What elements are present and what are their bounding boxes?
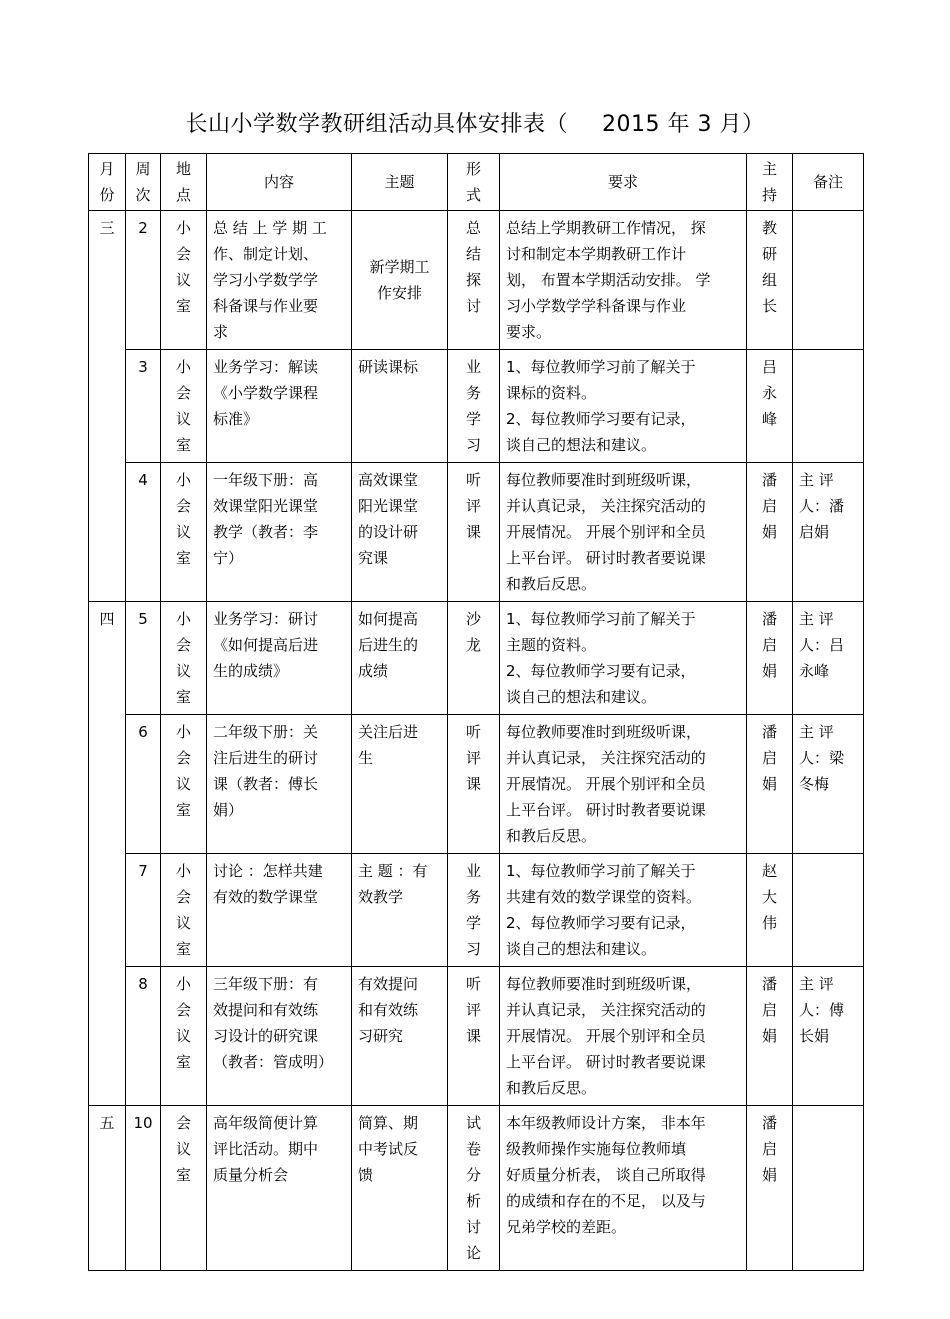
theme-cell: 如何提高 后进生的 成绩 <box>352 602 448 715</box>
requirement-cell: 每位教师要准时到班级听课， 并认真记录， 关注探究活动的 开展情况。 开展个别评和全员 上平台评。 研讨时教者要说课 和教后反思。 <box>500 967 747 1106</box>
requirement-cell: 每位教师要准时到班级听课， 并认真记录， 关注探究活动的 开展情况。 开展个别评和全员 上平台评。 研讨时教者要说课 和教后反思。 <box>500 463 747 602</box>
schedule-table <box>88 153 864 1271</box>
note-cell <box>793 1106 864 1271</box>
note-cell <box>793 350 864 463</box>
week-cell: 2 <box>126 211 161 350</box>
content-cell: 高年级简便计算 评比活动。期中 质量分析会 <box>207 1106 352 1271</box>
host-cell: 赵 大 伟 <box>747 854 793 967</box>
note-cell: 主 评 人：潘 启娟 <box>793 463 864 602</box>
week-cell: 6 <box>126 715 161 854</box>
requirement-cell: 每位教师要准时到班级听课， 并认真记录， 关注探究活动的 开展情况。 开展个别评和全员 上平台评。 研讨时教者要说课 和教后反思。 <box>500 715 747 854</box>
table-row <box>89 350 864 463</box>
content-cell: 三年级下册：有 效提问和有效练 习设计的研究课 （教者：管成明） <box>207 967 352 1106</box>
form-cell: 沙 龙 <box>448 602 500 715</box>
place-cell: 小 会 议 室 <box>161 602 207 715</box>
place-cell: 小 会 议 室 <box>161 715 207 854</box>
header-month: 月 份 <box>89 154 126 211</box>
table-row <box>89 854 864 967</box>
theme-cell: 简算、期 中考试反 馈 <box>352 1106 448 1271</box>
theme-cell: 新学期工 作安排 <box>352 211 448 350</box>
theme-cell: 研读课标 <box>352 350 448 463</box>
host-cell: 潘 启 娟 <box>747 715 793 854</box>
week-cell: 7 <box>126 854 161 967</box>
header-form: 形 式 <box>448 154 500 211</box>
place-cell: 小 会 议 室 <box>161 967 207 1106</box>
header-place: 地 点 <box>161 154 207 211</box>
theme-cell: 高效课堂 阳光课堂 的设计研 究课 <box>352 463 448 602</box>
table-row <box>89 1106 864 1271</box>
note-cell: 主 评 人：傅 长娟 <box>793 967 864 1106</box>
week-cell: 5 <box>126 602 161 715</box>
content-cell: 业务学习：研讨 《如何提高后进 生的成绩》 <box>207 602 352 715</box>
week-cell: 10 <box>126 1106 161 1271</box>
requirement-cell: 总结上学期教研工作情况， 探 讨和制定本学期教研工作计 划， 布置本学期活动安排。 学 习小学数学学科备课与作业 要求。 <box>500 211 747 350</box>
theme-cell: 主 题 ：有 效教学 <box>352 854 448 967</box>
form-cell: 业 务 学 习 <box>448 854 500 967</box>
form-cell: 听 评 课 <box>448 463 500 602</box>
header-note: 备注 <box>793 154 864 211</box>
host-cell: 潘 启 娟 <box>747 967 793 1106</box>
table-row <box>89 967 864 1106</box>
place-cell: 小 会 议 室 <box>161 463 207 602</box>
week-cell: 3 <box>126 350 161 463</box>
content-cell: 讨论 ：怎样共建 有效的数学课堂 <box>207 854 352 967</box>
form-cell: 业 务 学 习 <box>448 350 500 463</box>
host-cell: 潘 启 娟 <box>747 463 793 602</box>
place-cell: 小 会 议 室 <box>161 211 207 350</box>
month-cell: 五 <box>89 1106 126 1271</box>
content-cell: 一年级下册：高 效课堂阳光课堂 教学（教者：李 宁） <box>207 463 352 602</box>
host-cell: 潘 启 娟 <box>747 1106 793 1271</box>
form-cell: 听 评 课 <box>448 967 500 1106</box>
content-cell: 业务学习：解读 《小学数学课程 标准》 <box>207 350 352 463</box>
place-cell: 小 会 议 室 <box>161 854 207 967</box>
requirement-cell: 本年级教师设计方案， 非本年 级教师操作实施每位教师填 好质量分析表， 谈自己所取得 的成绩和存在的不足， 以及与 兄弟学校的差距。 <box>500 1106 747 1271</box>
header-week: 周 次 <box>126 154 161 211</box>
table-row <box>89 463 864 602</box>
form-cell: 总 结 探 讨 <box>448 211 500 350</box>
title-year: 2015 年 3 月） <box>602 112 765 137</box>
note-cell <box>793 854 864 967</box>
header-row <box>89 154 864 211</box>
header-host: 主 持 <box>747 154 793 211</box>
table-row <box>89 602 864 715</box>
page-title <box>0 107 950 138</box>
month-cell: 四 <box>89 602 126 1106</box>
requirement-cell: 1、每位教师学习前了解关于 主题的资料。 2、每位教师学习要有记录， 谈自己的想法和建议。 <box>500 602 747 715</box>
form-cell: 听 评 课 <box>448 715 500 854</box>
form-cell: 试 卷 分 析 讨 论 <box>448 1106 500 1271</box>
note-cell: 主 评 人：吕 永峰 <box>793 602 864 715</box>
month-cell: 三 <box>89 211 126 602</box>
note-cell <box>793 211 864 350</box>
requirement-cell: 1、每位教师学习前了解关于 课标的资料。 2、每位教师学习要有记录， 谈自己的想法和建议。 <box>500 350 747 463</box>
content-cell: 二年级下册：关 注后进生的研讨 课（教者：傅长 娟） <box>207 715 352 854</box>
theme-cell: 有效提问 和有效练 习研究 <box>352 967 448 1106</box>
table-row <box>89 715 864 854</box>
header-content: 内容 <box>207 154 352 211</box>
week-cell: 8 <box>126 967 161 1106</box>
place-cell: 小 会 议 室 <box>161 350 207 463</box>
host-cell: 教 研 组 长 <box>747 211 793 350</box>
note-cell: 主 评 人：梁 冬梅 <box>793 715 864 854</box>
host-cell: 吕 永 峰 <box>747 350 793 463</box>
header-theme: 主题 <box>352 154 448 211</box>
week-cell: 4 <box>126 463 161 602</box>
title-main: 长山小学数学教研组活动具体安排表（ <box>185 112 569 137</box>
host-cell: 潘 启 娟 <box>747 602 793 715</box>
table-row <box>89 211 864 350</box>
header-requirement: 要求 <box>500 154 747 211</box>
theme-cell: 关注后进 生 <box>352 715 448 854</box>
requirement-cell: 1、每位教师学习前了解关于 共建有效的数学课堂的资料。 2、每位教师学习要有记录， 谈自己的想法和建议。 <box>500 854 747 967</box>
content-cell: 总 结 上 学 期 工 作、制定计划、 学习小学数学学 科备课与作业要 求 <box>207 211 352 350</box>
place-cell: 会 议 室 <box>161 1106 207 1271</box>
